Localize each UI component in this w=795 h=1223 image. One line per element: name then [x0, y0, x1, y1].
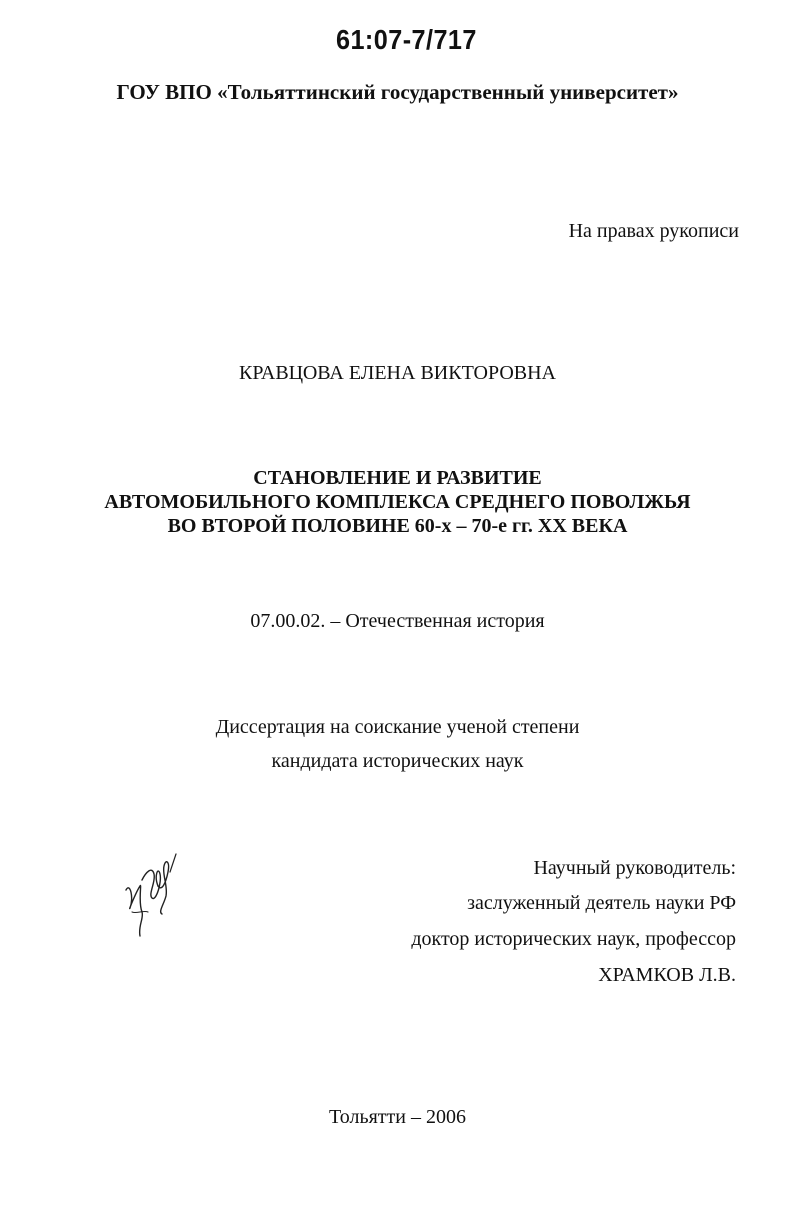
- specialty: 07.00.02. – Отечественная история: [250, 610, 545, 632]
- supervisor-heading: Научный руководитель:: [533, 857, 736, 879]
- rights-note: На правах рукописи: [568, 220, 739, 242]
- degree-line-1: Диссертация на соискание ученой степени: [215, 716, 580, 738]
- place-and-year: Тольятти – 2006: [329, 1106, 466, 1128]
- supervisor-degree: доктор исторических наук, профессор: [411, 928, 736, 950]
- handwritten-signature: [118, 852, 188, 947]
- degree-line-2: кандидата исторических наук: [271, 750, 524, 772]
- supervisor-name: ХРАМКОВ Л.В.: [598, 964, 736, 986]
- title-line-2: АВТОМОБИЛЬНОГО КОМПЛЕКСА СРЕДНЕГО ПОВОЛЖЬЯ: [104, 491, 691, 513]
- author-name: КРАВЦОВА ЕЛЕНА ВИКТОРОВНА: [238, 362, 556, 384]
- title-line-3: ВО ВТОРОЙ ПОЛОВИНЕ 60-х – 70-е гг. XX ВЕКА: [167, 515, 628, 537]
- supervisor-honorific: заслуженный деятель науки РФ: [467, 892, 736, 914]
- institution-name: ГОУ ВПО «Тольяттинский государственный университет»: [116, 80, 679, 104]
- reference-code: 61:07-7/717: [336, 24, 477, 55]
- title-line-1: СТАНОВЛЕНИЕ И РАЗВИТИЕ: [253, 467, 542, 489]
